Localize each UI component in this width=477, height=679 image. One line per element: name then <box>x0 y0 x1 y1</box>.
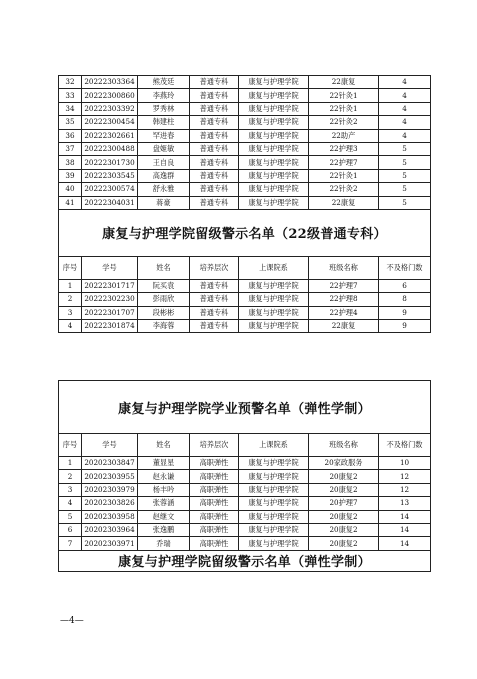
table-cell: 22康复 <box>309 196 379 209</box>
table-cell: 22针灸2 <box>309 183 379 196</box>
table-cell: 高职弹性 <box>190 483 239 496</box>
table-cell: 康复与护理学院 <box>239 142 309 155</box>
section-title-repeat-warning-flex: 康复与护理学院留级警示名单（弹性学制） <box>59 550 431 571</box>
table-cell: 2 <box>59 293 82 306</box>
table-cell: 20康复2 <box>309 537 379 550</box>
table-cell: 20202303955 <box>82 470 138 483</box>
table-cell: 普通专科 <box>190 89 239 102</box>
table-cell: 5 <box>379 196 431 209</box>
table-cell: 李海蓉 <box>138 320 190 333</box>
table-row <box>59 169 431 182</box>
table-cell: 6 <box>59 523 82 536</box>
table-cell: 20家政服务 <box>309 457 379 470</box>
table-cell: 9 <box>379 320 431 333</box>
table-row <box>59 470 431 483</box>
table-row <box>59 102 431 115</box>
table-cell: 20202303964 <box>82 523 138 536</box>
table-cell: 高职弹性 <box>190 510 239 523</box>
table-cell: 13 <box>379 497 431 510</box>
table-cell: 康复与护理学院 <box>239 457 309 470</box>
table-cell: 5 <box>379 156 431 169</box>
column-header: 上课院系 <box>239 256 309 279</box>
table-cell: 22助产 <box>309 129 379 142</box>
table-cell: 张蓉涵 <box>138 497 190 510</box>
table-row <box>59 156 431 169</box>
table-cell: 康复与护理学院 <box>239 306 309 319</box>
table-cell: 5 <box>379 142 431 155</box>
table-cell: 康复与护理学院 <box>239 102 309 115</box>
table-cell: 董显星 <box>138 457 190 470</box>
table-cell: 20222301717 <box>82 279 138 292</box>
table-row <box>59 306 431 319</box>
table-cell: 40 <box>59 183 82 196</box>
table-cell: 高职弹性 <box>190 523 239 536</box>
table-cell: 康复与护理学院 <box>239 523 309 536</box>
table-cell: 9 <box>379 306 431 319</box>
table-cell: 张逸鹏 <box>138 523 190 536</box>
table-cell: 3 <box>59 483 82 496</box>
column-header: 姓名 <box>138 434 190 457</box>
table-cell: 35 <box>59 116 82 129</box>
table-cell: 康复与护理学院 <box>239 537 309 550</box>
table-cell: 22针灸1 <box>309 89 379 102</box>
table-cell: 20222302230 <box>82 293 138 306</box>
table-cell: 康复与护理学院 <box>239 129 309 142</box>
table-row <box>59 457 431 470</box>
table-cell: 普通专科 <box>190 76 239 89</box>
table-cell: 22护理3 <box>309 142 379 155</box>
table-cell: 3 <box>59 306 82 319</box>
table-cell: 20222303392 <box>82 102 138 115</box>
table-cell: 赵永谦 <box>138 470 190 483</box>
table-cell: 罗秀林 <box>138 102 190 115</box>
table-cell: 14 <box>379 523 431 536</box>
table-cell: 普通专科 <box>190 169 239 182</box>
table-cell: 20202303979 <box>82 483 138 496</box>
table-cell: 41 <box>59 196 82 209</box>
column-header: 序号 <box>59 434 82 457</box>
table-cell: 20222300860 <box>82 89 138 102</box>
table-cell: 22康复 <box>309 320 379 333</box>
table-cell: 4 <box>59 497 82 510</box>
table-cell: 20202303958 <box>82 510 138 523</box>
table-cell: 普通专科 <box>190 196 239 209</box>
table-cell: 20222300574 <box>82 183 138 196</box>
table-row <box>59 279 431 292</box>
table-cell: 普通专科 <box>190 320 239 333</box>
table-cell: 杨丰吟 <box>138 483 190 496</box>
table-cell: 康复与护理学院 <box>239 169 309 182</box>
table-cell: 12 <box>379 470 431 483</box>
table-row <box>59 320 431 333</box>
table-cell: 20222302661 <box>82 129 138 142</box>
table-cell: 39 <box>59 169 82 182</box>
table-row <box>59 76 431 89</box>
table-cell: 20222300454 <box>82 116 138 129</box>
table-cell: 普通专科 <box>190 102 239 115</box>
page-number: —4— <box>60 616 84 626</box>
table-cell: 高职弹性 <box>190 497 239 510</box>
table-cell: 20222301707 <box>82 306 138 319</box>
section-title-academic-warning-flex: 康复与护理学院学业预警名单（弹性学制） <box>59 381 431 434</box>
table-cell: 20202303971 <box>82 537 138 550</box>
table-cell: 康复与护理学院 <box>239 510 309 523</box>
table-header-row <box>59 256 431 279</box>
column-header: 不及格门数 <box>379 256 431 279</box>
table-cell: 34 <box>59 102 82 115</box>
table-row <box>59 537 431 550</box>
table-cell: 22针灸2 <box>309 116 379 129</box>
table-cell: 高职弹性 <box>190 537 239 550</box>
table-cell: 盘姬敏 <box>138 142 190 155</box>
table-cell: 14 <box>379 537 431 550</box>
table-cell: 36 <box>59 129 82 142</box>
table-cell: 康复与护理学院 <box>239 320 309 333</box>
table-cell: 普通专科 <box>190 129 239 142</box>
table-cell: 普通专科 <box>190 183 239 196</box>
table-cell: 20康复2 <box>309 523 379 536</box>
table-cell: 普通专科 <box>190 142 239 155</box>
table-cell: 6 <box>379 279 431 292</box>
table-row <box>59 142 431 155</box>
column-header: 班级名称 <box>309 256 379 279</box>
table-cell: 彭雨欣 <box>138 293 190 306</box>
table-cell: 22护理7 <box>309 279 379 292</box>
table-cell: 10 <box>379 457 431 470</box>
table-cell: 乔瑞 <box>138 537 190 550</box>
table-cell: 4 <box>379 116 431 129</box>
table-cell: 20222300488 <box>82 142 138 155</box>
table-cell: 康复与护理学院 <box>239 470 309 483</box>
table-cell: 8 <box>379 293 431 306</box>
table-cell: 4 <box>59 320 82 333</box>
table-cell: 高职弹性 <box>190 470 239 483</box>
table-cell: 38 <box>59 156 82 169</box>
table-cell: 14 <box>379 510 431 523</box>
table-row <box>59 523 431 536</box>
table-cell: 20202303847 <box>82 457 138 470</box>
table-cell: 普通专科 <box>190 306 239 319</box>
table-cell: 舒永雅 <box>138 183 190 196</box>
table-cell: 20222301874 <box>82 320 138 333</box>
table-cell: 普通专科 <box>190 116 239 129</box>
table-cell: 2 <box>59 470 82 483</box>
column-header: 姓名 <box>138 256 190 279</box>
table-cell: 韩建柱 <box>138 116 190 129</box>
table-cell: 蒋豪 <box>138 196 190 209</box>
table-cell: 普通专科 <box>190 156 239 169</box>
table-row <box>59 183 431 196</box>
table-cell: 普通专科 <box>190 279 239 292</box>
warning-table-flexible <box>58 380 431 572</box>
table-cell: 20康复2 <box>309 510 379 523</box>
table-cell: 37 <box>59 142 82 155</box>
table-cell: 康复与护理学院 <box>239 293 309 306</box>
column-header: 培养层次 <box>190 256 239 279</box>
table-cell: 4 <box>379 76 431 89</box>
table-row <box>59 129 431 142</box>
table-cell: 20康复2 <box>309 470 379 483</box>
table-cell: 康复与护理学院 <box>239 183 309 196</box>
table-cell: 4 <box>379 129 431 142</box>
table-row <box>59 497 431 510</box>
table-header-row <box>59 434 431 457</box>
table-cell: 康复与护理学院 <box>239 497 309 510</box>
table-cell: 20222303545 <box>82 169 138 182</box>
table-cell: 康复与护理学院 <box>239 156 309 169</box>
table-row <box>59 116 431 129</box>
table-cell: 李燕玲 <box>138 89 190 102</box>
column-header: 培养层次 <box>190 434 239 457</box>
table-cell: 康复与护理学院 <box>239 279 309 292</box>
column-header: 学号 <box>82 256 138 279</box>
table-cell: 33 <box>59 89 82 102</box>
table-cell: 20222303364 <box>82 76 138 89</box>
table-cell: 20222301730 <box>82 156 138 169</box>
table-cell: 王自良 <box>138 156 190 169</box>
table-cell: 20康复2 <box>309 483 379 496</box>
column-header: 序号 <box>59 256 82 279</box>
table-cell: 4 <box>379 89 431 102</box>
table-cell: 12 <box>379 483 431 496</box>
column-header: 不及格门数 <box>379 434 431 457</box>
table-cell: 阮买袁 <box>138 279 190 292</box>
table-cell: 高逸群 <box>138 169 190 182</box>
table-row <box>59 196 431 209</box>
table-cell: 5 <box>59 510 82 523</box>
table-cell: 赵继文 <box>138 510 190 523</box>
table-cell: 康复与护理学院 <box>239 483 309 496</box>
table-cell: 4 <box>379 102 431 115</box>
table-cell: 22护理7 <box>309 156 379 169</box>
table-cell: 康复与护理学院 <box>239 116 309 129</box>
table-row <box>59 483 431 496</box>
table-cell: 7 <box>59 537 82 550</box>
table-cell: 高职弹性 <box>190 457 239 470</box>
table-cell: 22护理4 <box>309 306 379 319</box>
table-cell: 1 <box>59 457 82 470</box>
section-title-repeat-warning-22: 康复与护理学院留级警示名单（22级普通专科） <box>59 209 431 256</box>
table-cell: 康复与护理学院 <box>239 196 309 209</box>
table-cell: 1 <box>59 279 82 292</box>
table-cell: 康复与护理学院 <box>239 76 309 89</box>
table-cell: 22康复 <box>309 76 379 89</box>
table-cell: 普通专科 <box>190 293 239 306</box>
table-cell: 罕进春 <box>138 129 190 142</box>
table-cell: 22护理8 <box>309 293 379 306</box>
table-cell: 22针灸1 <box>309 169 379 182</box>
table-cell: 20护理7 <box>309 497 379 510</box>
column-header: 学号 <box>82 434 138 457</box>
table-cell: 20222304031 <box>82 196 138 209</box>
table-row <box>59 89 431 102</box>
table-row <box>59 293 431 306</box>
table-cell: 32 <box>59 76 82 89</box>
table-cell: 20202303826 <box>82 497 138 510</box>
table-row <box>59 510 431 523</box>
column-header: 班级名称 <box>309 434 379 457</box>
table-cell: 5 <box>379 169 431 182</box>
table-cell: 段彬彬 <box>138 306 190 319</box>
table-cell: 22针灸1 <box>309 102 379 115</box>
table-cell: 熊茂廷 <box>138 76 190 89</box>
warning-table-22-general <box>58 75 431 333</box>
table-cell: 5 <box>379 183 431 196</box>
column-header: 上课院系 <box>239 434 309 457</box>
table-cell: 康复与护理学院 <box>239 89 309 102</box>
